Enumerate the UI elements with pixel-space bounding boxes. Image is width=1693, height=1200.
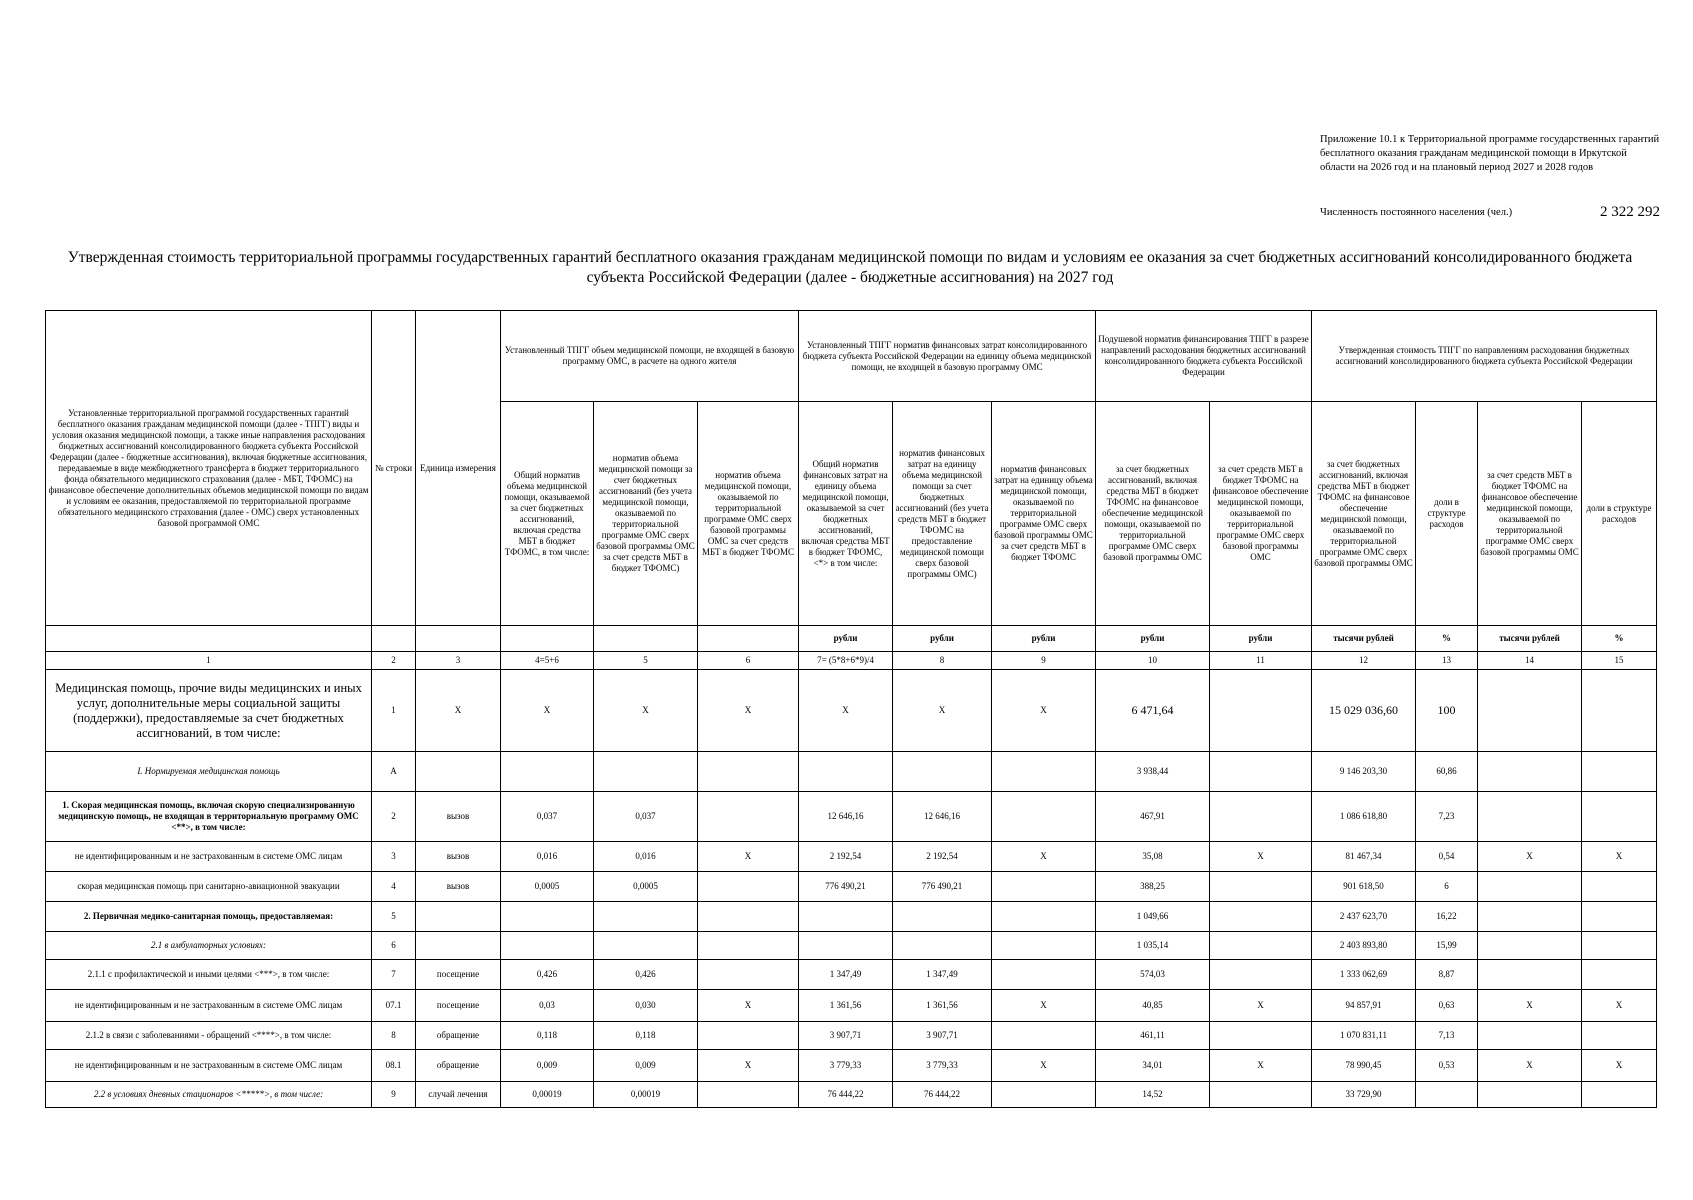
cell-c8: 12 646,16	[893, 792, 992, 842]
header-unit: Единица измерения	[416, 311, 501, 626]
header-row-number: № строки	[372, 311, 416, 626]
cell-c12: 1 070 831,11	[1312, 1022, 1416, 1050]
cell-c7	[799, 932, 893, 960]
unit-cell	[501, 626, 594, 652]
cell-c14	[1478, 902, 1582, 932]
row-unit: случай лечения	[416, 1082, 501, 1108]
row-name: 2.1.2 в связи с заболеваниями - обращений <****>, в том числе:	[46, 1022, 372, 1050]
cell-c5: 0,037	[594, 792, 698, 842]
cell-c6	[698, 872, 799, 902]
cell-c6: Х	[698, 670, 799, 752]
cell-c10: 574,03	[1096, 960, 1210, 990]
cell-c5: 0,00019	[594, 1082, 698, 1108]
cell-c13: 100	[1416, 670, 1478, 752]
cell-c12: 901 618,50	[1312, 872, 1416, 902]
cell-c12: 1 333 062,69	[1312, 960, 1416, 990]
row-name: 2. Первичная медико-санитарная помощь, предоставляемая:	[46, 902, 372, 932]
header-col-9: норматив финансовых затрат на единицу объема медицинской помощи, оказываемой по территориальной программе ОМС сверх базовой программы ОМС за счет средств МБТ в бюджет ТФОМС	[992, 402, 1096, 626]
cell-c10: 14,52	[1096, 1082, 1210, 1108]
column-number: 13	[1416, 652, 1478, 670]
cell-c10: 3 938,44	[1096, 752, 1210, 792]
cell-c13: 6	[1416, 872, 1478, 902]
cell-c14	[1478, 792, 1582, 842]
cell-c15	[1582, 752, 1657, 792]
cell-c4: Х	[501, 670, 594, 752]
row-number: 9	[372, 1082, 416, 1108]
cell-c9	[992, 872, 1096, 902]
cost-table	[45, 310, 1657, 1108]
table-row	[46, 752, 1657, 792]
row-unit: обращение	[416, 1050, 501, 1082]
cell-c8: 1 361,56	[893, 990, 992, 1022]
cell-c9: Х	[992, 1050, 1096, 1082]
table-row	[46, 990, 1657, 1022]
cell-c14	[1478, 960, 1582, 990]
cell-c10: 1 049,66	[1096, 902, 1210, 932]
unit-cell: тысячи рублей	[1478, 626, 1582, 652]
row-number: 5	[372, 902, 416, 932]
cell-c13: 16,22	[1416, 902, 1478, 932]
row-number: 4	[372, 872, 416, 902]
unit-cell: рубли	[799, 626, 893, 652]
cell-c4: 0,03	[501, 990, 594, 1022]
cell-c15	[1582, 1022, 1657, 1050]
unit-cell	[698, 626, 799, 652]
cell-c12: 78 990,45	[1312, 1050, 1416, 1082]
column-number: 5	[594, 652, 698, 670]
row-unit: посещение	[416, 960, 501, 990]
cell-c12: 2 403 893,80	[1312, 932, 1416, 960]
cell-c15	[1582, 932, 1657, 960]
unit-cell	[594, 626, 698, 652]
unit-cell: рубли	[992, 626, 1096, 652]
row-number: 08.1	[372, 1050, 416, 1082]
cell-c14	[1478, 1022, 1582, 1050]
cell-c11	[1210, 792, 1312, 842]
row-unit: Х	[416, 670, 501, 752]
row-unit: вызов	[416, 842, 501, 872]
cell-c9	[992, 932, 1096, 960]
cell-c12: 15 029 036,60	[1312, 670, 1416, 752]
row-number: 07.1	[372, 990, 416, 1022]
header-volume-group: Установленный ТПГГ объем медицинской помощи, не входящей в базовую программу ОМС, в расчете на одного жителя	[501, 311, 799, 402]
cell-c7: Х	[799, 670, 893, 752]
cell-c4: 0,0005	[501, 872, 594, 902]
cell-c8: 76 444,22	[893, 1082, 992, 1108]
header-col-15: доли в структуре расходов	[1582, 402, 1657, 626]
row-name: не идентифицированным и не застрахованным в системе ОМС лицам	[46, 990, 372, 1022]
cell-c9: Х	[992, 670, 1096, 752]
column-number: 3	[416, 652, 501, 670]
cell-c9	[992, 960, 1096, 990]
cell-c6: Х	[698, 990, 799, 1022]
cell-c7	[799, 752, 893, 792]
cell-c12: 33 729,90	[1312, 1082, 1416, 1108]
cell-c15: Х	[1582, 842, 1657, 872]
column-number: 10	[1096, 652, 1210, 670]
row-number: А	[372, 752, 416, 792]
unit-cell	[416, 626, 501, 652]
cell-c10: 1 035,14	[1096, 932, 1210, 960]
unit-cell: %	[1416, 626, 1478, 652]
cell-c15	[1582, 902, 1657, 932]
header-approved-cost-group: Утвержденная стоимость ТПГГ по направлениям расходования бюджетных ассигнований консолидированного бюджета субъекта Российской Федерации	[1312, 311, 1657, 402]
cell-c4	[501, 932, 594, 960]
cell-c14	[1478, 932, 1582, 960]
cell-c10: 40,85	[1096, 990, 1210, 1022]
cell-c8: 776 490,21	[893, 872, 992, 902]
column-number: 7= (5*8+6*9)/4	[799, 652, 893, 670]
cell-c14: Х	[1478, 842, 1582, 872]
cell-c11	[1210, 670, 1312, 752]
cell-c13: 0,63	[1416, 990, 1478, 1022]
cell-c15: Х	[1582, 1050, 1657, 1082]
cell-c13: 7,23	[1416, 792, 1478, 842]
cell-c11	[1210, 752, 1312, 792]
cell-c15	[1582, 670, 1657, 752]
table-row	[46, 1022, 1657, 1050]
table-row	[46, 842, 1657, 872]
cell-c11	[1210, 1022, 1312, 1050]
unit-cell: %	[1582, 626, 1657, 652]
cell-c4: 0,037	[501, 792, 594, 842]
cell-c11	[1210, 960, 1312, 990]
cell-c4: 0,118	[501, 1022, 594, 1050]
cell-c7	[799, 902, 893, 932]
cell-c5: 0,030	[594, 990, 698, 1022]
cell-c13: 8,87	[1416, 960, 1478, 990]
cell-c5	[594, 932, 698, 960]
cell-c13: 60,86	[1416, 752, 1478, 792]
cell-c10: 388,25	[1096, 872, 1210, 902]
table-row	[46, 902, 1657, 932]
population-line	[1320, 204, 1670, 220]
header-col-12: за счет бюджетных ассигнований, включая средства МБТ в бюджет ТФОМС на финансовое обеспечение медицинской помощи, оказываемой по территориальной программе ОМС сверх базовой программы ОМС	[1312, 402, 1416, 626]
header-cost-norm-group: Установленный ТПГГ норматив финансовых затрат консолидированного бюджета субъекта Российской Федерации на единицу объема медицинской помощи, не входящей в базовую программу ОМС	[799, 311, 1096, 402]
header-col-4: Общий норматив объема медицинской помощи, оказываемой за счет бюджетных ассигнований, включая средства МБТ в бюджет ТФОМС, в том числе:	[501, 402, 594, 626]
unit-cell: рубли	[1096, 626, 1210, 652]
row-name: 2.2 в условиях дневных стационаров <*****>, в том числе:	[46, 1082, 372, 1108]
cell-c9	[992, 1082, 1096, 1108]
cell-c11	[1210, 932, 1312, 960]
table-row	[46, 1082, 1657, 1108]
cell-c5: 0,0005	[594, 872, 698, 902]
table-row	[46, 932, 1657, 960]
row-name: 2.1 в амбулаторных условиях:	[46, 932, 372, 960]
column-number: 14	[1478, 652, 1582, 670]
cell-c14	[1478, 752, 1582, 792]
cell-c13	[1416, 1082, 1478, 1108]
table-row	[46, 960, 1657, 990]
cell-c14	[1478, 670, 1582, 752]
row-name: 1. Скорая медицинская помощь, включая скорую специализированную медицинскую помощь, не входящая в территориальную программу ОМС <**>, в том числе:	[46, 792, 372, 842]
cell-c8: 3 779,33	[893, 1050, 992, 1082]
column-number: 1	[46, 652, 372, 670]
cell-c11	[1210, 1082, 1312, 1108]
cell-c6	[698, 792, 799, 842]
row-unit: вызов	[416, 872, 501, 902]
column-number: 11	[1210, 652, 1312, 670]
cell-c6	[698, 902, 799, 932]
row-unit: посещение	[416, 990, 501, 1022]
cell-c7: 12 646,16	[799, 792, 893, 842]
unit-cell	[372, 626, 416, 652]
table-row	[46, 872, 1657, 902]
row-number: 2	[372, 792, 416, 842]
cell-c7: 76 444,22	[799, 1082, 893, 1108]
cell-c8: Х	[893, 670, 992, 752]
cell-c10: 461,11	[1096, 1022, 1210, 1050]
cell-c8: 1 347,49	[893, 960, 992, 990]
cell-c6	[698, 752, 799, 792]
row-number: 3	[372, 842, 416, 872]
row-unit	[416, 932, 501, 960]
cell-c14: Х	[1478, 990, 1582, 1022]
column-number: 12	[1312, 652, 1416, 670]
row-unit	[416, 902, 501, 932]
population-value: 2 322 292	[1600, 204, 1660, 220]
cell-c13: 0,54	[1416, 842, 1478, 872]
cell-c5	[594, 752, 698, 792]
cell-c5: 0,009	[594, 1050, 698, 1082]
cell-c4: 0,016	[501, 842, 594, 872]
cell-c5: 0,426	[594, 960, 698, 990]
header-col-7: Общий норматив финансовых затрат на единицу объема медицинской помощи, оказываемой за счет бюджетных ассигнований, включая средства МБТ в бюджет ТФОМС, <*> в том числе:	[799, 402, 893, 626]
cell-c10: 467,91	[1096, 792, 1210, 842]
cell-c7: 3 779,33	[799, 1050, 893, 1082]
cell-c4	[501, 752, 594, 792]
header-col-11: за счет средств МБТ в бюджет ТФОМС на финансовое обеспечение медицинской помощи, оказываемой по территориальной программе ОМС сверх базовой программы ОМС	[1210, 402, 1312, 626]
header-col-5: норматив объема медицинской помощи за счет бюджетных ассигнований (без учета медицинской помощи, оказываемой по территориальной программе ОМС сверх базовой программы ОМС за счет средств МБТ в бюджет ТФОМС)	[594, 402, 698, 626]
row-name: I. Нормируемая медицинская помощь	[46, 752, 372, 792]
column-number: 4=5+6	[501, 652, 594, 670]
cell-c5: Х	[594, 670, 698, 752]
row-unit	[416, 752, 501, 792]
cell-c9: Х	[992, 990, 1096, 1022]
unit-cell: рубли	[893, 626, 992, 652]
cell-c15	[1582, 792, 1657, 842]
cell-c6	[698, 1022, 799, 1050]
cell-c7: 2 192,54	[799, 842, 893, 872]
cell-c5: 0,118	[594, 1022, 698, 1050]
cell-c12: 94 857,91	[1312, 990, 1416, 1022]
cell-c9: Х	[992, 842, 1096, 872]
cell-c9	[992, 902, 1096, 932]
unit-cell: тысячи рублей	[1312, 626, 1416, 652]
header-col-6: норматив объема медицинской помощи, оказываемой по территориальной программе ОМС сверх базовой программы ОМС за счет средств МБТ в бюджет ТФОМС	[698, 402, 799, 626]
cell-c8	[893, 932, 992, 960]
row-name: не идентифицированным и не застрахованным в системе ОМС лицам	[46, 1050, 372, 1082]
cell-c9	[992, 1022, 1096, 1050]
cell-c8: 3 907,71	[893, 1022, 992, 1050]
row-name: скорая медицинская помощь при санитарно-авиационной эвакуации	[46, 872, 372, 902]
table-row	[46, 1050, 1657, 1082]
cell-c4: 0,00019	[501, 1082, 594, 1108]
cell-c8	[893, 902, 992, 932]
cell-c9	[992, 792, 1096, 842]
cell-c13: 0,53	[1416, 1050, 1478, 1082]
cell-c12: 2 437 623,70	[1312, 902, 1416, 932]
row-name: Медицинская помощь, прочие виды медицинских и иных услуг, дополнительные меры социальной защиты (поддержки), предоставляемые за счет бюджетных ассигнований, в том числе:	[46, 670, 372, 752]
cell-c13: 15,99	[1416, 932, 1478, 960]
row-number: 6	[372, 932, 416, 960]
cell-c5	[594, 902, 698, 932]
header-col-10: за счет бюджетных ассигнований, включая средства МБТ в бюджет ТФОМС на финансовое обеспечение медицинской помощи, оказываемой по территориальной программе ОМС сверх базовой программы ОМС	[1096, 402, 1210, 626]
row-name: 2.1.1 с профилактической и иными целями <***>, в том числе:	[46, 960, 372, 990]
table-row	[46, 792, 1657, 842]
column-number: 9	[992, 652, 1096, 670]
cell-c11: Х	[1210, 1050, 1312, 1082]
cell-c12: 9 146 203,30	[1312, 752, 1416, 792]
cell-c14: Х	[1478, 1050, 1582, 1082]
cell-c8: 2 192,54	[893, 842, 992, 872]
row-number: 1	[372, 670, 416, 752]
cell-c11	[1210, 902, 1312, 932]
cell-c5: 0,016	[594, 842, 698, 872]
unit-cell	[46, 626, 372, 652]
cell-c14	[1478, 1082, 1582, 1108]
cell-c14	[1478, 872, 1582, 902]
cell-c6	[698, 1082, 799, 1108]
cell-c12: 81 467,34	[1312, 842, 1416, 872]
cell-c15	[1582, 1082, 1657, 1108]
row-name: не идентифицированным и не застрахованным в системе ОМС лицам	[46, 842, 372, 872]
header-col-13: доли в структуре расходов	[1416, 402, 1478, 626]
row-unit: вызов	[416, 792, 501, 842]
table-row	[46, 670, 1657, 752]
row-unit: обращение	[416, 1022, 501, 1050]
cell-c9	[992, 752, 1096, 792]
column-number: 15	[1582, 652, 1657, 670]
cell-c7: 776 490,21	[799, 872, 893, 902]
cell-c11: Х	[1210, 842, 1312, 872]
cell-c7: 3 907,71	[799, 1022, 893, 1050]
header-types-of-care: Установленные территориальной программой государственных гарантий бесплатного оказания гражданам медицинской помощи (далее - ТПГГ) виды и условия оказания медицинской помощи, а также иные направления расходования бюджетных ассигнований консолидированного бюджета субъекта Российской Федерации (далее - бюджетные ассигнования), включая бюджетные ассигнования, передаваемые в виде межбюджетного трансферта в бюджет территориального фонда обязательного медицинского страхования (далее - МБТ, ТФОМС) на финансовое обеспечение дополнительных объемов медицинской помощи по видам и условиям ее оказания, предоставляемой по территориальной программе обязательного медицинского страхования (далее - ОМС) сверх установленных базовой программой ОМС	[46, 311, 372, 626]
cell-c7: 1 347,49	[799, 960, 893, 990]
header-per-capita-group: Подушевой норматив финансирования ТПГГ в разрезе направлений расходования бюджетных ассигнований консолидированного бюджета субъекта Российской Федерации	[1096, 311, 1312, 402]
header-col-14: за счет средств МБТ в бюджет ТФОМС на финансовое обеспечение медицинской помощи, оказываемой по территориальной программе ОМС сверх базовой программы ОМС	[1478, 402, 1582, 626]
cell-c4: 0,426	[501, 960, 594, 990]
cell-c4: 0,009	[501, 1050, 594, 1082]
unit-cell: рубли	[1210, 626, 1312, 652]
cell-c10: 34,01	[1096, 1050, 1210, 1082]
cell-c6: Х	[698, 842, 799, 872]
cell-c7: 1 361,56	[799, 990, 893, 1022]
cell-c15	[1582, 960, 1657, 990]
cell-c12: 1 086 618,80	[1312, 792, 1416, 842]
cell-c6	[698, 932, 799, 960]
column-number: 2	[372, 652, 416, 670]
cell-c11	[1210, 872, 1312, 902]
document-title: Утвержденная стоимость территориальной программы государственных гарантий бесплатного оказания гражданам медицинской помощи по видам и условиям ее оказания за счет бюджетных ассигнований консолидированного бюджета субъекта Российской Федерации (далее - бюджетные ассигнования) на 2027 год	[67, 249, 1633, 286]
column-number: 8	[893, 652, 992, 670]
cell-c6: Х	[698, 1050, 799, 1082]
appendix-note: Приложение 10.1 к Территориальной программе государственных гарантий бесплатного оказания гражданам медицинской помощи в Иркутской области на 2026 год и на плановый период 2027 и 2028 годов	[1320, 134, 1660, 173]
row-number: 7	[372, 960, 416, 990]
cell-c4	[501, 902, 594, 932]
column-number: 6	[698, 652, 799, 670]
cell-c13: 7,13	[1416, 1022, 1478, 1050]
population-label: Численность постоянного населения (чел.)	[1320, 207, 1513, 218]
row-number: 8	[372, 1022, 416, 1050]
cell-c10: 35,08	[1096, 842, 1210, 872]
cell-c10: 6 471,64	[1096, 670, 1210, 752]
cell-c8	[893, 752, 992, 792]
cell-c15: Х	[1582, 990, 1657, 1022]
cell-c6	[698, 960, 799, 990]
cell-c11: Х	[1210, 990, 1312, 1022]
header-col-8: норматив финансовых затрат на единицу объема медицинской помощи за счет бюджетных ассигнований (без учета средств МБТ в бюджет ТФОМС на предоставление медицинской помощи сверх базовой программы ОМС)	[893, 402, 992, 626]
cell-c15	[1582, 872, 1657, 902]
